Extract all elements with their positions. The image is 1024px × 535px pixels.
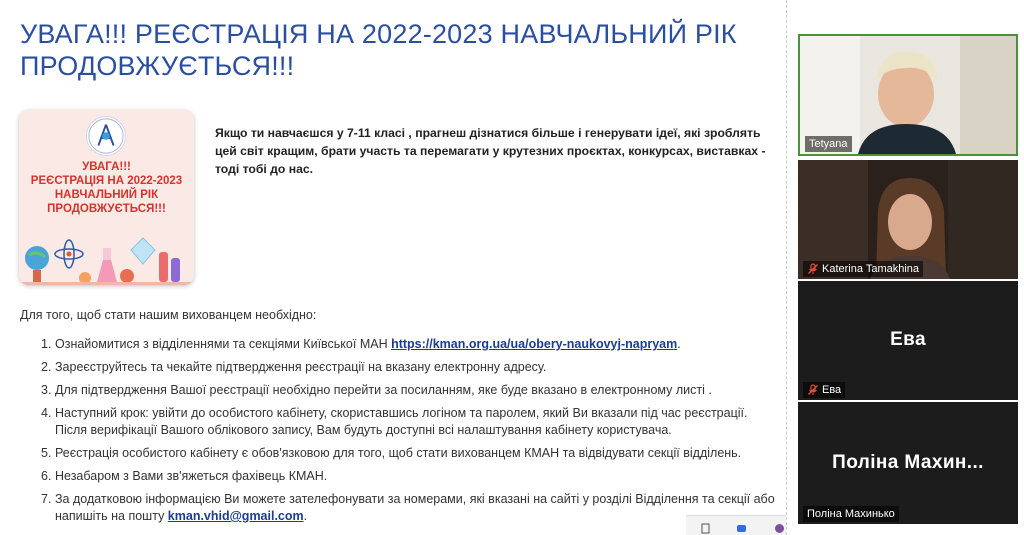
poster-line-1: УВАГА!!!: [82, 161, 131, 173]
step-text: Реєстрація особистого кабінету є обов'язковою для того, щоб стати вихованцем КМАН та відвідувати секції відділень.: [55, 446, 742, 460]
list-item: [41, 491, 776, 525]
intro-paragraph: Якщо ти навчаєшся у 7-11 класі , прагнеш дізнатися більше і генерувати ідеї, які зроблять цей світ кращим, брати участь та перемагати у крутезних проєктах, конкурсах, виставках - тоді тобі до нас.: [215, 126, 766, 176]
step-text: Зареєструйтесь та чекайте підтвердження реєстрації на вказану електронну адресу.: [55, 360, 547, 374]
list-item: [41, 405, 776, 439]
registration-steps-list: [41, 336, 776, 531]
participant-name-label: [805, 136, 852, 152]
kman-direction-link[interactable]: https://kman.org.ua/ua/obery-naukovyj-napryam: [391, 337, 678, 351]
participant-tile-eva[interactable]: [798, 281, 1018, 400]
list-item: [41, 336, 776, 353]
registration-poster: [19, 110, 194, 285]
participant-name-label: [803, 382, 845, 398]
participant-name: Katerina Tamakhina: [822, 263, 920, 275]
step-number: 7.: [41, 492, 52, 506]
step-number: 4.: [41, 406, 52, 420]
step-text: За додатковою інформацією Ви можете зателефонувати за номерами, які вказані на сайті у розділі Відділення та секції або напишіть на пошту: [55, 492, 775, 523]
step-suffix: .: [303, 509, 308, 523]
microphone-muted-icon: [807, 384, 819, 396]
page-title: УВАГА!!! РЕЄСТРАЦІЯ НА 2022-2023 НАВЧАЛЬНИЙ РІК ПРОДОВЖУЄТЬСЯ!!!: [20, 19, 737, 81]
list-item: [41, 382, 776, 399]
participant-display-name: Поліна Махин...: [832, 452, 984, 473]
step-text: Ознайомитися з відділеннями та секціями Київської МАН: [55, 337, 392, 351]
participant-name: Ева: [822, 384, 842, 396]
participant-name: Поліна Махинько: [807, 508, 895, 520]
step-suffix: .: [677, 337, 681, 351]
poster-line-2: РЕЄСТРАЦІЯ НА 2022-2023: [30, 175, 183, 187]
poster-science-illustration: [19, 230, 194, 285]
poster-text: [19, 160, 194, 216]
participant-name-label: [803, 261, 923, 277]
participant-display-name: Ева: [890, 329, 926, 350]
list-item: [41, 359, 776, 376]
step-number: 1.: [41, 337, 52, 351]
step-number: 2.: [41, 360, 52, 374]
list-item: [41, 468, 776, 485]
participant-name: Tetyana: [809, 138, 848, 150]
participant-name-label: [803, 506, 899, 522]
viber-icon[interactable]: [774, 523, 785, 534]
kman-logo: [86, 116, 126, 156]
step-number: 5.: [41, 446, 52, 460]
step-text: Для підтвердження Вашої реєстрації необхідно перейти за посиланням, яке буде вказано в електронному листі .: [55, 383, 712, 397]
participant-tile-polina[interactable]: [798, 402, 1018, 524]
step-number: 6.: [41, 469, 52, 483]
chat-icon[interactable]: [736, 523, 747, 534]
step-number: 3.: [41, 383, 52, 397]
microphone-muted-icon: [807, 263, 819, 275]
taskbar: [686, 515, 786, 535]
participant-tile-tetyana[interactable]: [798, 34, 1018, 156]
step-text: Наступний крок: увійти до особистого кабінету, скориставшись логіном та паролем, який Ви вказали під час реєстрації. Після верифікації Вашого облікового запису, Вам будуть доступні всі налаштування кабінету користувача.: [55, 406, 748, 437]
step-text: Незабаром з Вами зв'яжеться фахівець КМАН.: [55, 469, 328, 483]
list-item: [41, 445, 776, 462]
steps-intro: Для того, щоб стати нашим вихованцем необхідно:: [20, 308, 317, 322]
email-link[interactable]: kman.vhid@gmail.com: [167, 509, 304, 523]
poster-line-3: НАВЧАЛЬНИЙ РІК: [54, 189, 159, 201]
poster-line-4: ПРОДОВЖУЄТЬСЯ!!!: [47, 203, 166, 215]
file-icon[interactable]: [700, 523, 711, 534]
participant-tile-katerina[interactable]: [798, 160, 1018, 279]
